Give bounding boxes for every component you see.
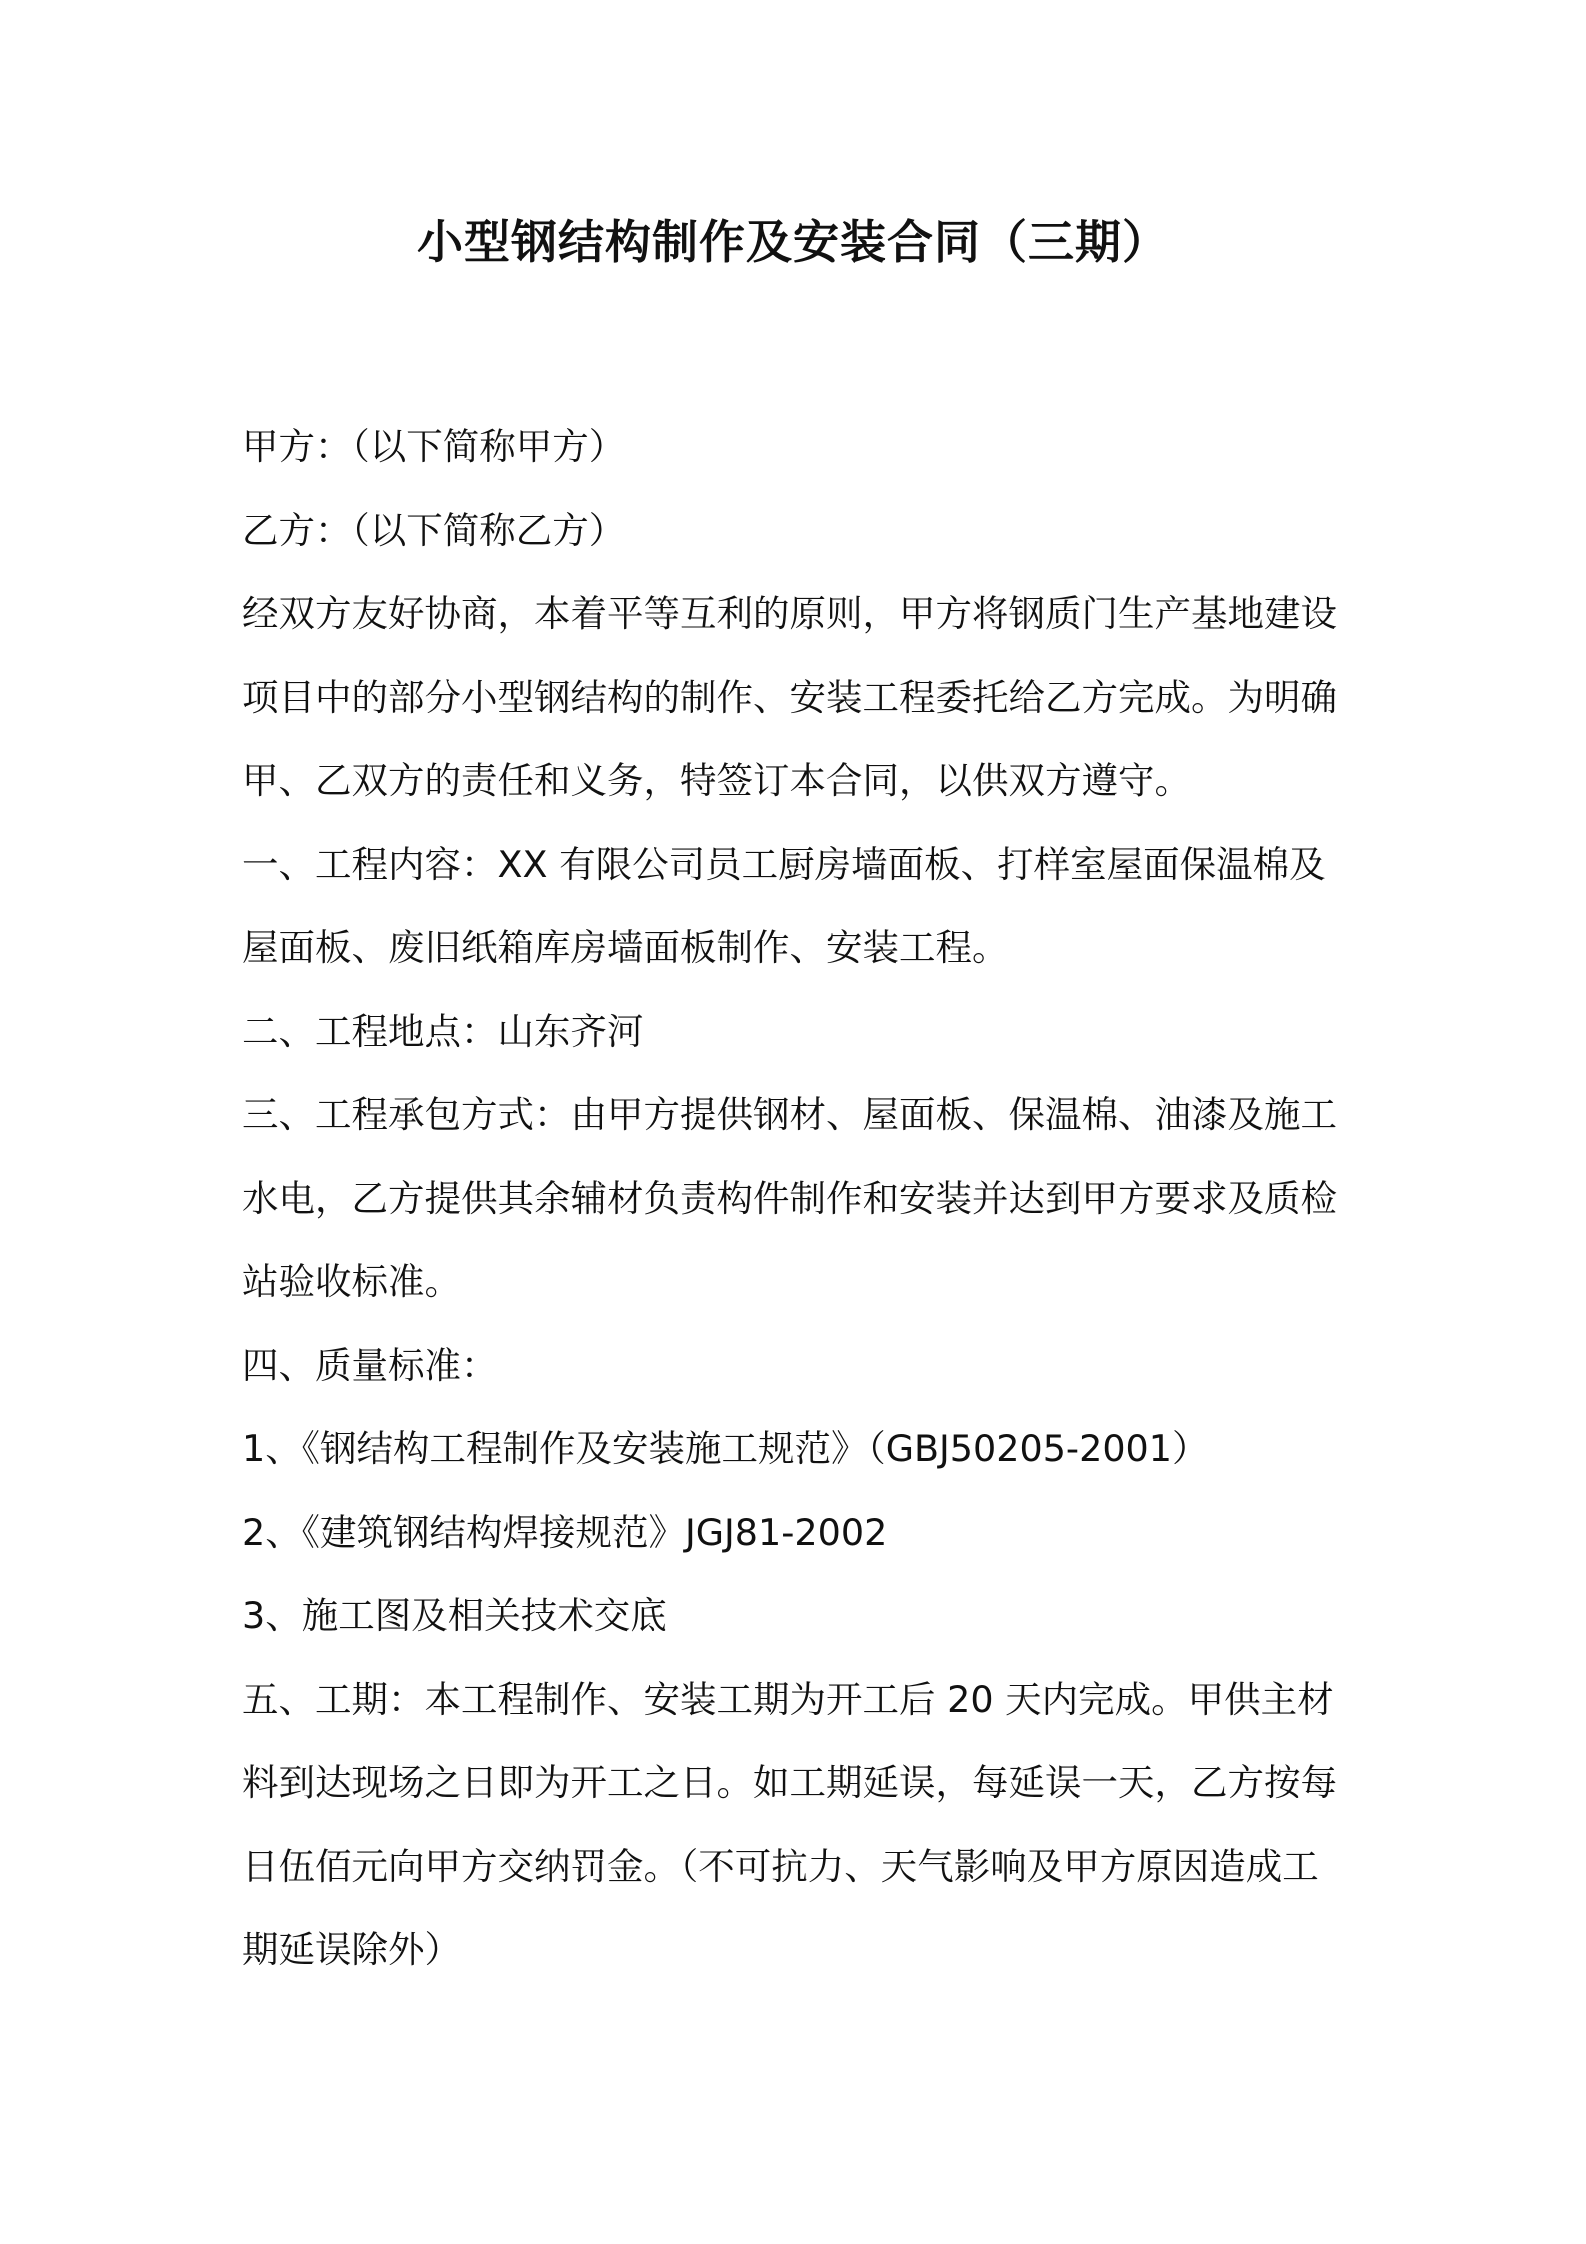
clause-1-line-1: 一、工程内容：XX 有限公司员工厨房墙面板、打样室屋面保温棉及 — [242, 842, 1326, 886]
clause-1-line-2: 屋面板、废旧纸箱库房墙面板制作、安装工程。 — [242, 926, 1009, 969]
preamble-line-3: 甲、乙双方的责任和义务，特签订本合同，以供双方遵守。 — [242, 759, 1191, 802]
document-body — [242, 405, 1352, 1992]
preamble-line-2: 项目中的部分小型钢结构的制作、安装工程委托给乙方完成。为明确 — [242, 675, 1337, 719]
document-title: 小型钢结构制作及安装合同（三期） — [417, 215, 1169, 269]
clause-5-line-2: 料到达现场之日即为开工之日。如工期延误，每延误一天，乙方按每 — [242, 1761, 1337, 1804]
standard-item-3: 3、施工图及相关技术交底 — [242, 1594, 667, 1637]
clause-5-line-4: 期延误除外） — [242, 1928, 461, 1971]
clause-3-line-3: 站验收标准。 — [242, 1260, 461, 1303]
clause-3-line-1: 三、工程承包方式：由甲方提供钢材、屋面板、保温棉、油漆及施工 — [242, 1093, 1337, 1136]
party-b-line: 乙方：（以下简称乙方） — [242, 508, 626, 552]
standard-item-1: 1、《钢结构工程制作及安装施工规范》（GBJ50205-2001） — [242, 1427, 1209, 1470]
clause-3-line-2: 水电，乙方提供其余辅材负责构件制作和安装并达到甲方要求及质检 — [242, 1176, 1337, 1220]
clause-5-line-3: 日伍佰元向甲方交纳罚金。（不可抗力、天气影响及甲方原因造成工 — [242, 1844, 1319, 1888]
party-a-line: 甲方：（以下简称甲方） — [242, 425, 626, 468]
clause-5-line-1: 五、工期：本工程制作、安装工期为开工后 20 天内完成。甲供主材 — [242, 1677, 1334, 1721]
clause-4-heading: 四、质量标准： — [242, 1343, 498, 1387]
preamble-line-1: 经双方友好协商，本着平等互利的原则，甲方将钢质门生产基地建设 — [242, 592, 1337, 635]
standard-item-2: 2、《建筑钢结构焊接规范》JGJ81-2002 — [242, 1510, 888, 1554]
clause-2-line: 二、工程地点：山东齐河 — [242, 1009, 644, 1053]
